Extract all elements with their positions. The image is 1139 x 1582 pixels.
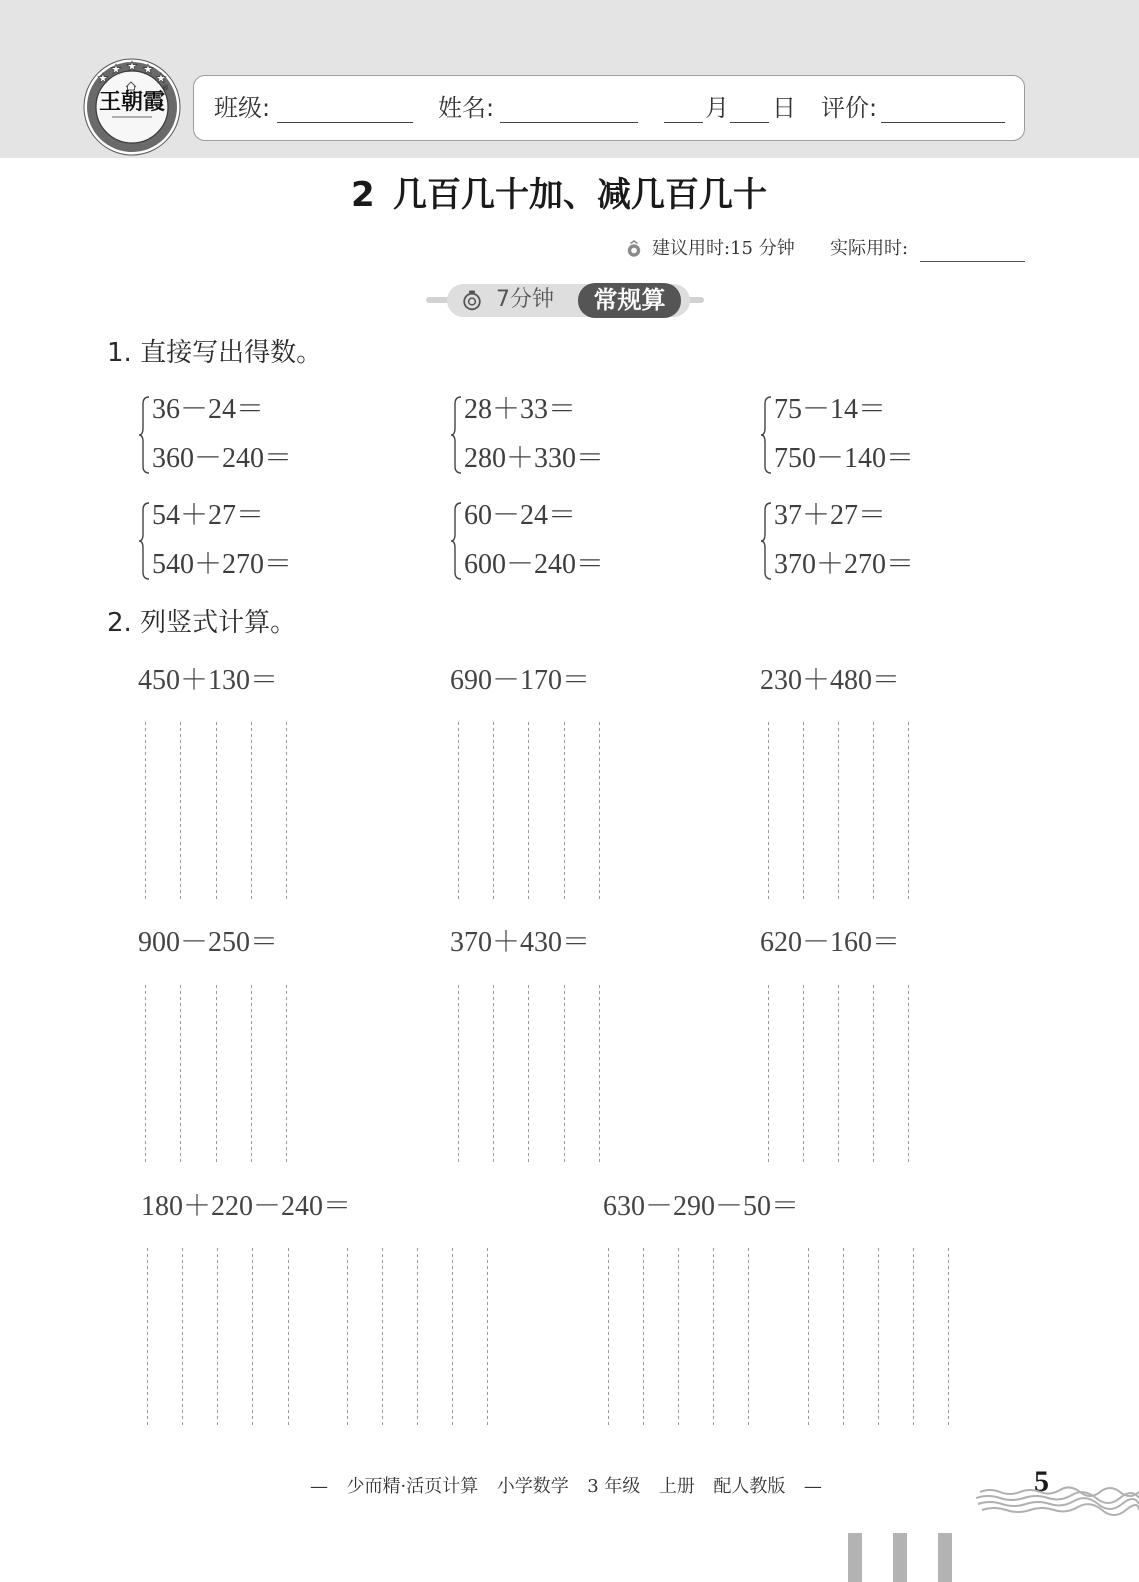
answer-guide-line — [803, 722, 804, 900]
month-blank — [664, 122, 703, 123]
answer-guide-line — [528, 985, 529, 1162]
answer-guide-line — [217, 1248, 218, 1425]
vertical-problem: 450＋130＝ — [138, 665, 279, 696]
stopwatch-icon — [461, 289, 483, 311]
lesson-number: 2 — [351, 175, 375, 215]
footer — [310, 1477, 822, 1497]
brand-logo — [82, 57, 182, 157]
actual-time-label: 实际用时: — [830, 238, 909, 259]
answer-guide-line — [180, 985, 181, 1162]
day-label: 日 — [772, 94, 796, 122]
equation: 60－24＝ — [464, 500, 577, 531]
answer-guide-line — [678, 1248, 679, 1425]
answer-guide-line — [808, 1248, 809, 1425]
left-brace — [138, 502, 150, 580]
actual-time-blank — [920, 261, 1025, 262]
left-brace — [450, 396, 462, 474]
answer-guide-line — [948, 1248, 949, 1425]
section-tag: 常规算 — [578, 283, 681, 318]
answer-work-area — [145, 985, 287, 1162]
page-number: 5 — [1034, 1465, 1049, 1498]
equation: 54＋27＝ — [152, 500, 265, 531]
answer-guide-line — [873, 722, 874, 900]
answer-guide-line — [452, 1248, 453, 1425]
answer-guide-line — [908, 722, 909, 900]
left-brace — [450, 502, 462, 580]
star-icon: ★ — [110, 62, 122, 78]
answer-guide-line — [458, 985, 459, 1162]
answer-guide-line — [748, 1248, 749, 1425]
answer-guide-line — [145, 722, 146, 900]
answer-guide-line — [145, 985, 146, 1162]
answer-guide-line — [493, 722, 494, 900]
equation: 75－14＝ — [774, 394, 887, 425]
name-blank — [500, 122, 638, 123]
vertical-problem: 180＋220－240＝ — [141, 1191, 352, 1222]
left-brace — [138, 396, 150, 474]
lesson-title: 几百几十加、减几百几十 — [393, 175, 767, 215]
answer-guide-line — [838, 985, 839, 1162]
answer-guide-line — [487, 1248, 488, 1425]
vertical-problem: 900－250＝ — [138, 927, 279, 958]
star-icon: ★ — [97, 71, 109, 87]
answer-guide-line — [216, 985, 217, 1162]
edge-tab — [893, 1533, 907, 1582]
left-brace — [760, 502, 772, 580]
equation-pair — [760, 502, 1060, 582]
student-info-box — [193, 75, 1025, 141]
left-brace — [760, 396, 772, 474]
answer-guide-line — [908, 985, 909, 1162]
answer-work-area — [768, 985, 910, 1162]
answer-guide-line — [599, 985, 600, 1162]
equation-pair — [138, 502, 438, 582]
answer-guide-line — [251, 722, 252, 900]
answer-guide-line — [251, 985, 252, 1162]
footer-volume: 上册 — [658, 1476, 695, 1497]
equation: 540＋270＝ — [152, 549, 293, 580]
answer-guide-line — [643, 1248, 644, 1425]
question-2-label: 2. 列竖式计算。 — [107, 608, 297, 638]
answer-guide-line — [913, 1248, 914, 1425]
answer-guide-line — [216, 722, 217, 900]
equation: 280＋330＝ — [464, 443, 605, 474]
vertical-problem: 630－290－50＝ — [603, 1191, 800, 1222]
vertical-problem: 620－160＝ — [760, 927, 901, 958]
timer-icon — [625, 240, 643, 258]
answer-guide-line — [803, 985, 804, 1162]
footer-series: 少而精·活页计算 — [346, 1476, 479, 1497]
answer-work-area — [458, 985, 600, 1162]
equation: 37＋27＝ — [774, 500, 887, 531]
answer-guide-line — [528, 722, 529, 900]
rating-label: 评价: — [821, 94, 878, 122]
answer-guide-line — [458, 722, 459, 900]
answer-work-area — [608, 1248, 950, 1425]
logo-registered-mark: ® — [162, 84, 169, 92]
answer-guide-line — [252, 1248, 253, 1425]
answer-guide-line — [608, 1248, 609, 1425]
answer-guide-line — [286, 985, 287, 1162]
answer-guide-line — [878, 1248, 879, 1425]
equation-pair — [138, 396, 438, 476]
footer-grade: 3 年级 — [587, 1476, 641, 1497]
equation: 750－140＝ — [774, 443, 915, 474]
edge-tab — [848, 1533, 862, 1582]
answer-guide-line — [599, 722, 600, 900]
star-icon: ★ — [126, 59, 138, 75]
wave-decoration — [976, 1486, 1139, 1516]
name-label: 姓名: — [438, 94, 495, 122]
star-icon: ★ — [155, 71, 167, 87]
answer-guide-line — [768, 985, 769, 1162]
equation: 360－240＝ — [152, 443, 293, 474]
answer-guide-line — [147, 1248, 148, 1425]
equation-pair — [450, 396, 750, 476]
answer-guide-line — [843, 1248, 844, 1425]
answer-work-area — [145, 722, 287, 900]
equation-pair — [450, 502, 750, 582]
answer-guide-line — [564, 722, 565, 900]
answer-work-area — [458, 722, 600, 900]
answer-guide-line — [286, 722, 287, 900]
vertical-problem: 690－170＝ — [450, 665, 591, 696]
star-icon: ★ — [142, 62, 154, 78]
footer-subject: 小学数学 — [496, 1476, 569, 1497]
answer-guide-line — [417, 1248, 418, 1425]
equation-pair — [760, 396, 1060, 476]
suggested-time: 建议用时:15 分钟 — [652, 238, 795, 259]
vertical-problem: 230＋480＝ — [760, 665, 901, 696]
equation: 370＋270＝ — [774, 549, 915, 580]
footer-dash: — — [803, 1476, 822, 1497]
answer-work-area — [768, 722, 910, 900]
vertical-problem: 370＋430＝ — [450, 927, 591, 958]
logo-name: 王朝霞 — [98, 89, 166, 115]
answer-guide-line — [180, 722, 181, 900]
answer-guide-line — [382, 1248, 383, 1425]
answer-guide-line — [713, 1248, 714, 1425]
answer-guide-line — [288, 1248, 289, 1425]
answer-guide-line — [768, 722, 769, 900]
question-1-label: 1. 直接写出得数。 — [107, 338, 323, 368]
footer-edition: 配人教版 — [713, 1476, 786, 1497]
equation: 600－240＝ — [464, 549, 605, 580]
edge-tab — [938, 1533, 952, 1582]
page-title — [351, 177, 767, 213]
class-blank — [277, 122, 413, 123]
answer-guide-line — [347, 1248, 348, 1425]
equation: 36－24＝ — [152, 394, 265, 425]
footer-dash: — — [310, 1476, 328, 1497]
answer-guide-line — [838, 722, 839, 900]
answer-guide-line — [493, 985, 494, 1162]
equation: 28＋33＝ — [464, 394, 577, 425]
answer-guide-line — [564, 985, 565, 1162]
answer-guide-line — [873, 985, 874, 1162]
section-duration: 7分钟 — [496, 287, 554, 312]
answer-guide-line — [182, 1248, 183, 1425]
answer-work-area — [147, 1248, 489, 1425]
day-blank — [730, 122, 769, 123]
month-label: 月 — [705, 94, 729, 122]
class-label: 班级: — [214, 94, 271, 122]
rating-blank — [881, 122, 1005, 123]
